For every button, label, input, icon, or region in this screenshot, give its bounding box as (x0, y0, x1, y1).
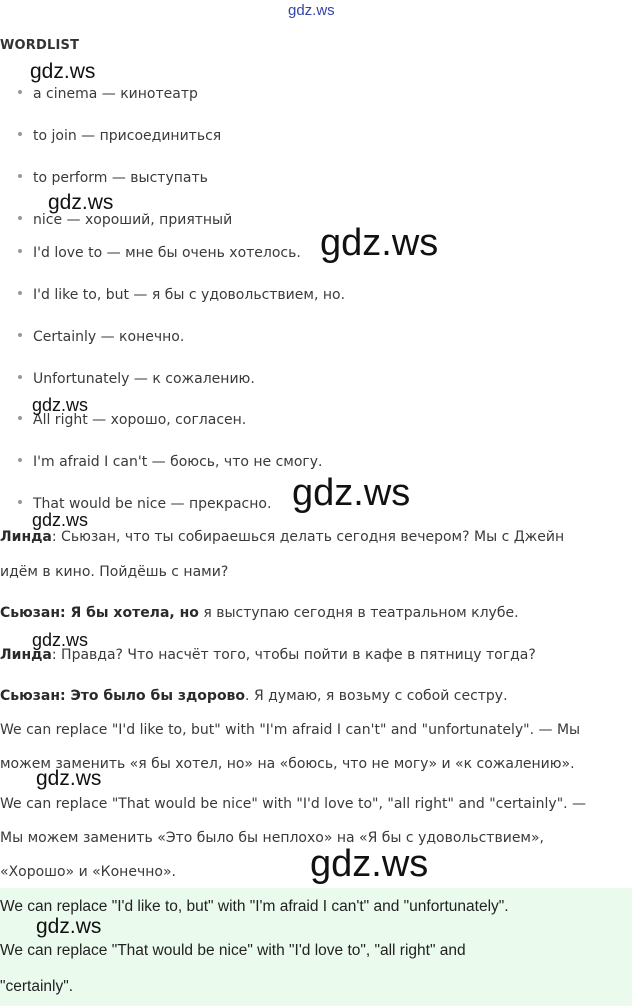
list-item-text: to perform — выступать (33, 170, 208, 186)
list-item (18, 371, 255, 387)
dialogue-text: : Правда? Что насчёт того, чтобы пойти в кафе в пятницу тогда? (51, 647, 536, 663)
speaker-label: Линда (0, 529, 52, 545)
list-item (18, 170, 208, 186)
watermark: gdz.ws (36, 767, 102, 790)
dialogue-text: я выступаю сегодня в театральном клубе. (198, 605, 519, 621)
dialogue-line-linda-1 (0, 529, 564, 545)
wordlist-heading: WORDLIST (0, 38, 80, 53)
note-line: We can replace "I'd like to, but" with "I'm afraid I can't" and "unfortunately". — Мы (0, 722, 581, 738)
bullet-icon (18, 90, 22, 94)
list-item (18, 329, 184, 345)
list-item-text: All right — хорошо, согласен. (33, 412, 247, 428)
list-item (18, 245, 301, 261)
list-item-text: nice — хороший, приятный (33, 212, 233, 228)
watermark: gdz.ws (30, 60, 96, 83)
list-item-text: to join — присоединиться (33, 128, 222, 144)
bullet-icon (18, 132, 22, 136)
list-item-text: That would be nice — прекрасно. (33, 496, 272, 512)
bullet-icon (18, 174, 22, 178)
bullet-icon (18, 375, 22, 379)
list-item-text: a cinema — кинотеатр (33, 86, 198, 102)
watermark: gdz.ws (32, 510, 89, 530)
answer-line: We can replace "That would be nice" with "I'd love to", "all right" and (0, 942, 466, 959)
key-phrase: Это было бы здорово (70, 688, 246, 704)
watermark: gdz.ws (32, 630, 89, 650)
list-item-text: I'd love to — мне бы очень хотелось. (33, 245, 301, 261)
bullet-icon (18, 249, 22, 253)
list-item (18, 454, 323, 470)
list-item-text: I'm afraid I can't — боюсь, что не смогу. (33, 454, 323, 470)
dialogue-line-linda-1-cont: идём в кино. Пойдёшь с нами? (0, 564, 229, 580)
bullet-icon (18, 333, 22, 337)
dialogue-line-susan-2 (0, 688, 508, 704)
note-line: We can replace "That would be nice" with "I'd love to", "all right" and "certainly". — (0, 796, 587, 812)
note-line: «Хорошо» и «Конечно». (0, 864, 176, 880)
answer-line: "certainly". (0, 978, 74, 995)
bullet-icon (18, 291, 22, 295)
list-item (18, 128, 221, 144)
watermark: gdz.ws (320, 222, 439, 264)
watermark: gdz.ws (310, 843, 429, 885)
watermark: gdz.ws (48, 191, 114, 214)
list-item (18, 86, 198, 102)
list-item-text: Unfortunately — к сожалению. (33, 371, 255, 387)
watermark-top: gdz.ws (288, 2, 335, 19)
list-item (18, 287, 345, 303)
watermark: gdz.ws (292, 472, 411, 514)
dialogue-text: . Я думаю, я возьму с собой сестру. (245, 688, 508, 704)
watermark: gdz.ws (36, 915, 102, 938)
watermark: gdz.ws (32, 395, 89, 415)
speaker-label: Линда (0, 647, 52, 663)
note-line: можем заменить «я бы хотел, но» на «боюсь, что не могу» и «к сожалению». (0, 756, 575, 772)
note-line: Мы можем заменить «Это было бы неплохо» на «Я бы с удовольствием», (0, 830, 545, 846)
bullet-icon (18, 458, 22, 462)
bullet-icon (18, 416, 22, 420)
answer-line: We can replace "I'd like to, but" with "I'm afraid I can't" and "unfortunately". (0, 898, 509, 915)
bullet-icon (18, 216, 22, 220)
dialogue-text: : Сьюзан, что ты собираешься делать сегодня вечером? Мы с Джейн (51, 529, 565, 545)
dialogue-line-susan-1 (0, 605, 519, 621)
speaker-label: Сьюзан (0, 688, 60, 704)
speaker-label: Сьюзан: Я бы хотела, но (0, 605, 199, 621)
bullet-icon (18, 500, 22, 504)
speaker-colon: : (60, 688, 71, 704)
list-item-text: I'd like to, but — я бы с удовольствием, но. (33, 287, 346, 303)
list-item-text: Certainly — конечно. (33, 329, 185, 345)
